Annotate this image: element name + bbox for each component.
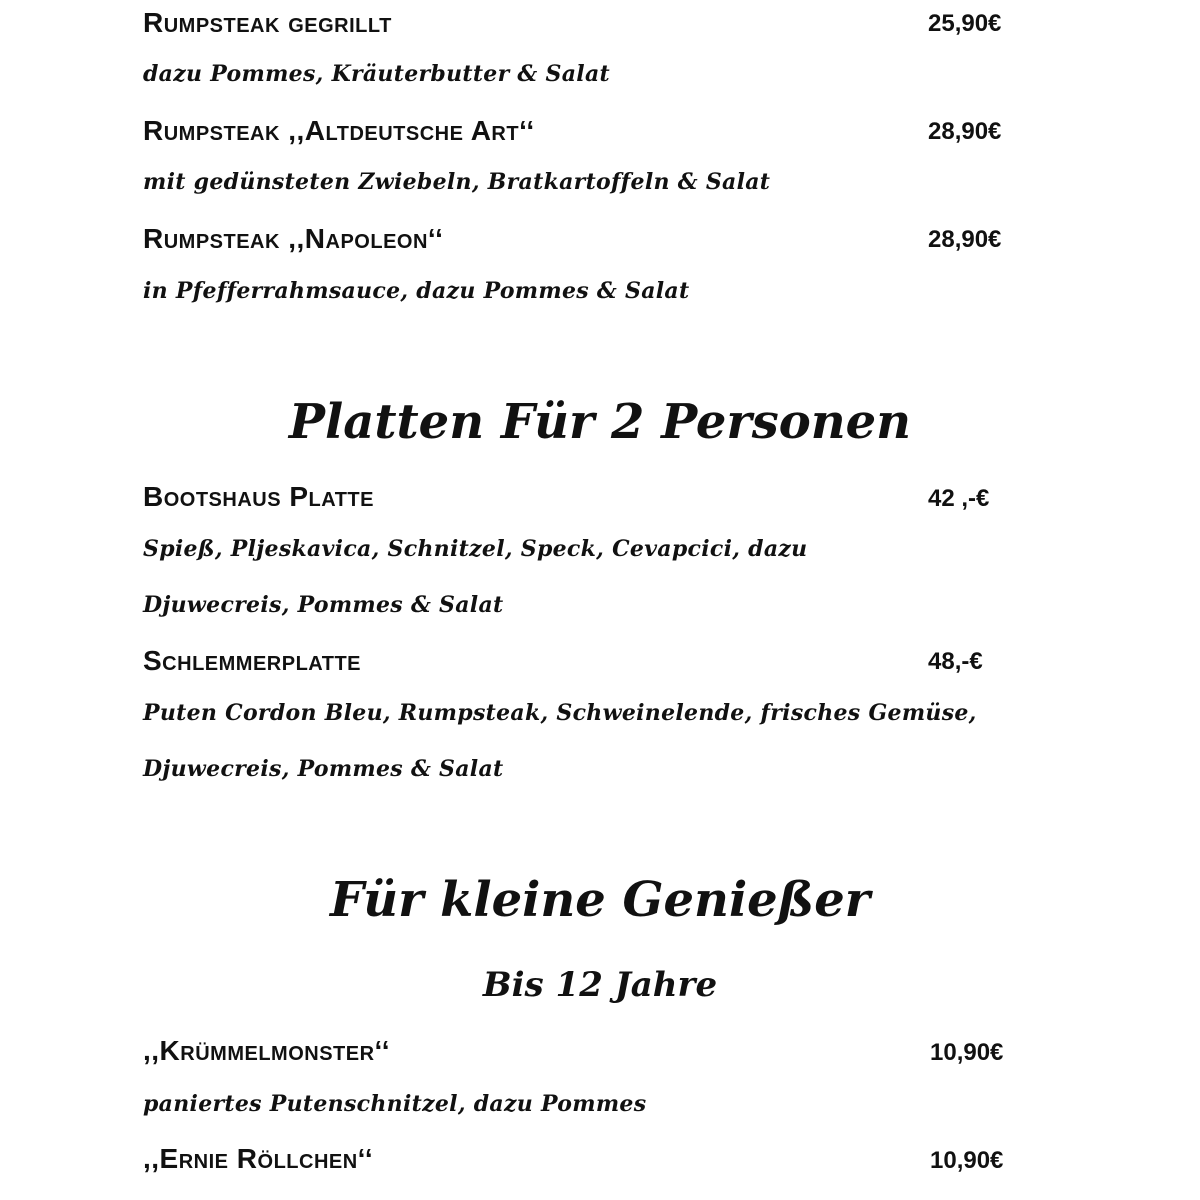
menu-item-description: Djuwecreis, Pommes & Salat [143,592,504,618]
section-title: Für kleine Genießer [329,872,871,928]
menu-item-price: 10,90€ [930,1039,1004,1066]
menu-item-description: Djuwecreis, Pommes & Salat [143,756,504,782]
section-title: Platten Für 2 Personen [288,394,912,450]
menu-item-description: mit gedünsteten Zwiebeln, Bratkartoffeln & Salat [143,169,771,195]
menu-item-name: Bootshaus Platte [143,481,374,512]
menu-item-description: dazu Pommes, Kräuterbutter & Salat [143,61,610,87]
menu-item-name: ,,Ernie Röllchen‘‘ [143,1143,374,1174]
menu-item-name: Schlemmerplatte [143,645,362,676]
menu-item-price: 28,90€ [928,226,1002,253]
menu-item-description: in Pfefferrahmsauce, dazu Pommes & Salat [143,278,690,304]
menu-item-name: ,,Krümmelmonster‘‘ [143,1035,391,1066]
menu-item-price: 25,90€ [928,10,1002,37]
menu-item-price: 28,90€ [928,118,1002,145]
menu-item-name: Rumpsteak ,,Altdeutsche Art‘‘ [143,115,535,146]
menu-item-description: paniertes Putenschnitzel, dazu Pommes [143,1091,647,1117]
menu-item-name: Rumpsteak gegrillt [143,7,392,38]
menu-item-description: Spieß, Pljeskavica, Schnitzel, Speck, Cevapcici, dazu [143,536,808,562]
section-subtitle: Bis 12 Jahre [482,965,718,1005]
menu-item-price: 10,90€ [930,1147,1004,1174]
menu-item-name: Rumpsteak ,,Napoleon‘‘ [143,223,444,254]
menu-item-price: 48,-€ [928,648,983,675]
menu-item-price: 42 ,-€ [928,485,990,512]
menu-item-description: Puten Cordon Bleu, Rumpsteak, Schweinelende, frisches Gemüse, [143,700,977,726]
